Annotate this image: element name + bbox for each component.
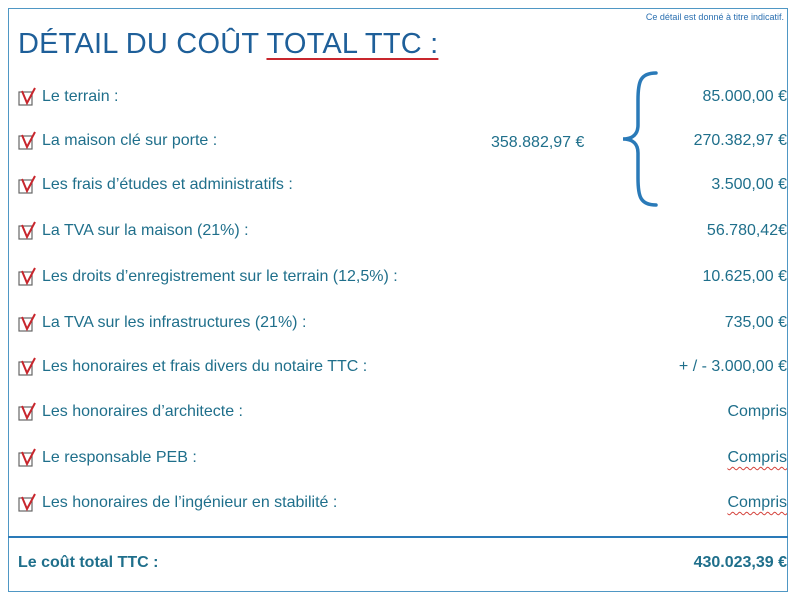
- checkbox-v-icon: [18, 402, 37, 422]
- cost-row: [0, 397, 800, 427]
- cost-row-value: 85.000,00 €: [702, 88, 787, 105]
- checkbox-v-icon: [18, 221, 37, 241]
- checkbox-v-icon: [18, 87, 37, 107]
- cost-row-value: 10.625,00 €: [702, 268, 787, 285]
- cost-row: [0, 170, 800, 200]
- title-total-ttc: TOTAL TTC :: [266, 28, 439, 60]
- checkbox-v-icon: [18, 175, 37, 195]
- cost-row-label: Les frais d’études et administratifs :: [42, 176, 293, 193]
- checkbox-v-icon: [18, 357, 37, 377]
- cost-row-label: Les honoraires de l’ingénieur en stabilité :: [42, 494, 338, 511]
- total-divider: [8, 536, 788, 538]
- cost-row-value: 56.780,42€: [706, 222, 787, 239]
- cost-row: [0, 488, 800, 518]
- cost-row-value: Compris: [727, 494, 787, 511]
- cost-row-label: Le responsable PEB :: [42, 449, 197, 466]
- cost-row-value: Compris: [727, 403, 787, 420]
- cost-row-label: La TVA sur les infrastructures (21%) :: [42, 314, 307, 331]
- checkbox-v-icon: [18, 131, 37, 151]
- cost-row: [0, 216, 800, 246]
- cost-row: [0, 82, 800, 112]
- total-label: Le coût total TTC :: [18, 554, 159, 571]
- cost-row: [0, 126, 800, 156]
- cost-row-label: Les droits d’enregistrement sur le terrain (12,5%) :: [42, 268, 398, 285]
- checkbox-v-icon: [18, 493, 37, 513]
- cost-row-value: 735,00 €: [724, 314, 787, 331]
- curly-brace-icon: [618, 70, 662, 208]
- cost-row: [0, 443, 800, 473]
- disclaimer-note: Ce détail est donné à titre indicatif.: [645, 12, 784, 22]
- cost-row-label: Les honoraires d’architecte :: [42, 403, 243, 420]
- cost-row: [0, 352, 800, 382]
- title-prefix: DÉTAIL DU COÛT: [18, 28, 267, 60]
- cost-row-label: Les honoraires et frais divers du notaire TTC :: [42, 358, 368, 375]
- cost-row-label: La maison clé sur porte :: [42, 132, 218, 149]
- cost-row-value: Compris: [727, 449, 787, 466]
- page-title: [18, 28, 438, 61]
- checkbox-v-icon: [18, 313, 37, 333]
- cost-row-value: + / - 3.000,00 €: [678, 358, 787, 375]
- checkbox-v-icon: [18, 267, 37, 287]
- cost-row-value: 270.382,97 €: [693, 132, 787, 149]
- cost-row: [0, 262, 800, 292]
- checkbox-v-icon: [18, 448, 37, 468]
- total-value: 430.023,39 €: [693, 554, 787, 571]
- cost-row-value: 3.500,00 €: [711, 176, 787, 193]
- cost-row: [0, 308, 800, 338]
- cost-row-label: Le terrain :: [42, 88, 119, 105]
- cost-row-label: La TVA sur la maison (21%) :: [42, 222, 249, 239]
- subtotal-value: 358.882,97 €: [491, 134, 585, 151]
